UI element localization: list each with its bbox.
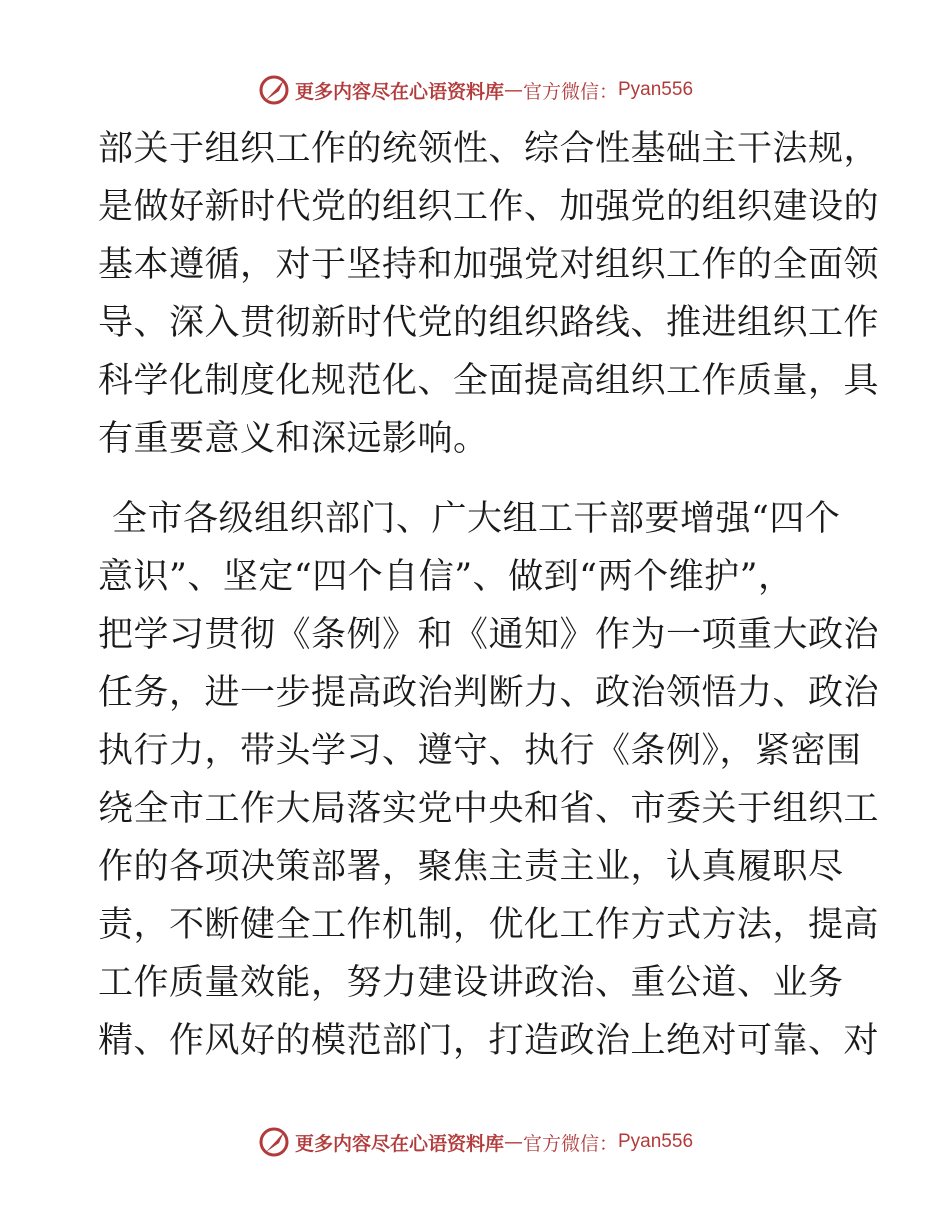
text-line: 科学化制度化规范化、全面提高组织工作质量，具 [98,361,880,401]
text-line: 任务，进一步提高政治判断力、政治领悟力、政治 [98,673,880,713]
text-line: 导、深入贯彻新时代党的组织路线、推进组织工作 [98,303,880,343]
text-line: 工作质量效能，努力建设讲政治、重公道、业务 [98,963,844,1003]
text-line: 是做好新时代党的组织工作、加强党的组织建设的 [98,187,880,227]
text-line: 部关于组织工作的统领性、综合性基础主干法规， [98,129,880,169]
paragraph-spacer [98,468,858,490]
feather-pen-logo-icon [257,73,291,107]
feather-pen-logo-icon [257,1125,291,1159]
paragraph-2 [98,490,880,1070]
text-line: 基本遵循，对于坚持和加强党对组织工作的全面领 [98,245,880,285]
text-line: 全市各级组织部门、广大组工干部要增强“四个 [112,499,841,539]
text-line: 作的各项决策部署，聚焦主责主业，认真履职尽 [98,847,844,887]
footer-watermark [0,1122,950,1162]
text-line: 绕全市工作大局落实党中央和省、市委关于组织工 [98,789,880,829]
text-line: 把学习贯彻《条例》和《通知》作为一项重大政治 [98,615,880,655]
watermark-main-text: 更多内容尽在心语资料库 [294,1132,504,1155]
watermark-wechat-id: Pyan556 [618,79,694,100]
watermark-main-text: 更多内容尽在心语资料库 [294,80,504,103]
watermark-label: 官方微信： [522,1132,618,1155]
watermark-separator: — [503,1131,523,1153]
text-line: 精、作风好的模范部门，打造政治上绝对可靠、对 [98,1021,880,1061]
watermark-wechat-id: Pyan556 [618,1131,694,1152]
text-line: 执行力，带头学习、遵守、执行《条例》，紧密围 [98,731,862,771]
text-line: 责，不断健全工作机制，优化工作方式方法，提高 [98,905,880,945]
text-line: 有重要意义和深远影响。 [98,419,489,459]
document-body [98,120,880,1070]
text-line: 意识”、坚定“四个自信”、做到“两个维护”， [98,557,794,597]
watermark-separator: — [503,79,523,101]
paragraph-1 [98,120,880,468]
watermark-label: 官方微信： [522,80,618,103]
header-watermark [0,70,950,110]
